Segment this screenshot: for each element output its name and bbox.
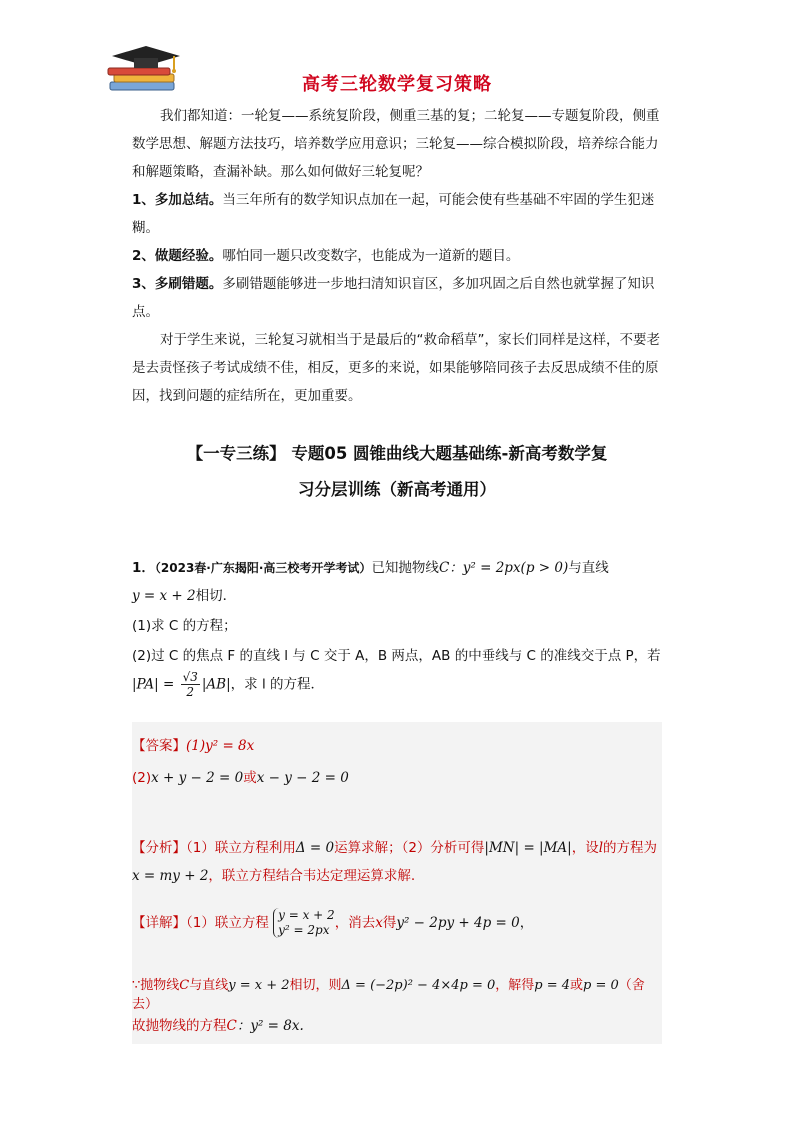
detail-text: ∵抛物线 <box>132 978 180 993</box>
detail-math: p = 0 <box>583 978 619 993</box>
analysis-line <box>132 836 662 856</box>
intro-paragraph: 我们都知道：一轮复——系统复阶段，侧重三基的复；二轮复——专题复阶段，侧重数学思想、解题方法技巧，培养数学应用意识；三轮复——综合模拟阶段，培养综合能力和解题策略，查漏补缺。那么如何做好三轮复呢？ <box>132 108 660 180</box>
detail-math: p = 4 <box>534 978 571 993</box>
answer-2-prefix: (2) <box>132 770 152 786</box>
part-2-lhs: |PA| = <box>132 676 175 693</box>
analysis-math: l <box>598 840 604 856</box>
detail-line <box>132 908 662 938</box>
analysis-math: |MN| = |MA| <box>484 840 572 856</box>
detail-text: （1）联立方程 <box>186 915 269 931</box>
intro-section <box>132 102 662 410</box>
detail-math: Δ = (−2p)² − 4×4p = 0 <box>341 978 496 993</box>
section-title-line: 习分层训练（新高考通用） <box>298 480 496 499</box>
tip-label: 3、多刷错题。 <box>132 276 223 292</box>
analysis-text: 运算求解；（2）分析可得 <box>334 840 485 856</box>
tip-text: 当三年所有的数学知识点加在一起，可能会使有些基础不牢固的学生犯迷糊。 <box>132 192 655 236</box>
question-source: （2023春·广东揭阳·高三校考开学考试） <box>154 561 372 575</box>
stem-text: 与直线 <box>568 560 609 576</box>
section-title <box>132 436 662 508</box>
question-stem <box>132 554 662 610</box>
detail-text: ， <box>519 915 534 931</box>
analysis-label: 【分析】 <box>132 840 186 856</box>
analysis-math: Δ = 0 <box>295 840 335 856</box>
fraction-denominator: 2 <box>186 685 195 699</box>
detail-math: x <box>375 915 383 931</box>
detail-text: 故抛物线的方程 <box>132 1018 227 1034</box>
tip-text: 哪怕同一题只改变数字，也能成为一道新的题目。 <box>222 248 520 264</box>
sqrt3-over-2-fraction <box>181 670 200 699</box>
detail-line <box>132 1014 662 1034</box>
answer-2-equation: x − y − 2 = 0 <box>256 770 349 786</box>
answer-1: (1)y² = 8x <box>186 738 255 754</box>
tip-item <box>132 186 662 242</box>
answer-2-equation: x + y − 2 = 0 <box>151 770 244 786</box>
detail-text: ，解得 <box>495 978 535 993</box>
part-2-text: (2)过 C 的焦点 F 的直线 l 与 C 交于 A，B 两点，AB 的中垂线与 C 的准线交于点 P，若 <box>132 648 661 664</box>
detail-text: ，消去 <box>334 915 376 931</box>
detail-text: 相切，则 <box>289 978 342 993</box>
detail-math: C <box>179 978 190 993</box>
part-2-text: ，求 l 的方程． <box>230 676 324 693</box>
detail-text: 或 <box>570 978 584 993</box>
detail-text: 与直线 <box>189 978 229 993</box>
answer-panel <box>132 722 662 1044</box>
analysis-math: x = my + 2 <box>132 868 209 884</box>
analysis-text: ，联立方程结合韦达定理运算求解. <box>208 868 416 884</box>
question-part-2 <box>132 642 662 699</box>
equation-system <box>273 908 335 938</box>
section-title-line: 【一专三练】 专题05 圆锥曲线大题基础练-新高考数学复 <box>186 444 608 463</box>
tip-label: 1、多加总结。 <box>132 192 223 208</box>
curve-symbol: C <box>438 560 450 576</box>
answer-label: 【答案】 <box>132 738 186 754</box>
analysis-text: ，设 <box>571 840 599 856</box>
detail-math: y² − 2py + 4p = 0 <box>396 915 520 931</box>
stem-text: 相切． <box>195 588 237 604</box>
part-2-rhs: |AB| <box>201 676 231 693</box>
fraction-numerator: √3 <box>182 670 198 684</box>
analysis-text: （1）联立方程利用 <box>186 840 296 856</box>
question-1 <box>132 554 662 701</box>
parabola-equation: ：y² = 2px(p > 0) <box>449 560 569 576</box>
document-title: 高考三轮数学复习策略 <box>302 74 492 95</box>
question-part-1: (1)求 C 的方程； <box>132 618 237 634</box>
detail-text: 得 <box>382 915 397 931</box>
tip-item <box>132 242 662 270</box>
analysis-line <box>132 864 662 884</box>
tip-item <box>132 270 662 326</box>
detail-math: ：y² = 8x. <box>236 1018 304 1034</box>
tip-text: 多刷错题能够进一步地扫清知识盲区，多加巩固之后自然也就掌握了知识点。 <box>132 276 655 320</box>
tip-label: 2、做题经验。 <box>132 248 223 264</box>
detail-line <box>132 974 662 1012</box>
answer-or: 或 <box>243 770 257 786</box>
stem-text: 已知抛物线 <box>371 560 439 576</box>
question-number: 1． <box>132 560 155 576</box>
detail-text: （舍去） <box>132 978 645 1012</box>
answer-line <box>132 766 662 786</box>
detail-math: y = x + 2 <box>228 978 290 993</box>
analysis-text: 的方程为 <box>603 840 658 856</box>
detail-label: 【详解】 <box>132 915 186 931</box>
system-row: y² = 2px <box>278 923 330 937</box>
detail-math: C <box>226 1018 237 1034</box>
closing-paragraph: 对于学生来说，三轮复习就相当于是最后的“救命稻草”，家长们同样是这样，不要老是去责怪孩子考试成绩不佳，相反，更多的来说，如果能够陪同孩子去反思成绩不佳的原因，找到问题的症结所在，更加重要。 <box>132 332 660 404</box>
system-row: y = x + 2 <box>278 908 335 922</box>
line-equation: y = x + 2 <box>132 588 196 604</box>
answer-line <box>132 734 662 754</box>
